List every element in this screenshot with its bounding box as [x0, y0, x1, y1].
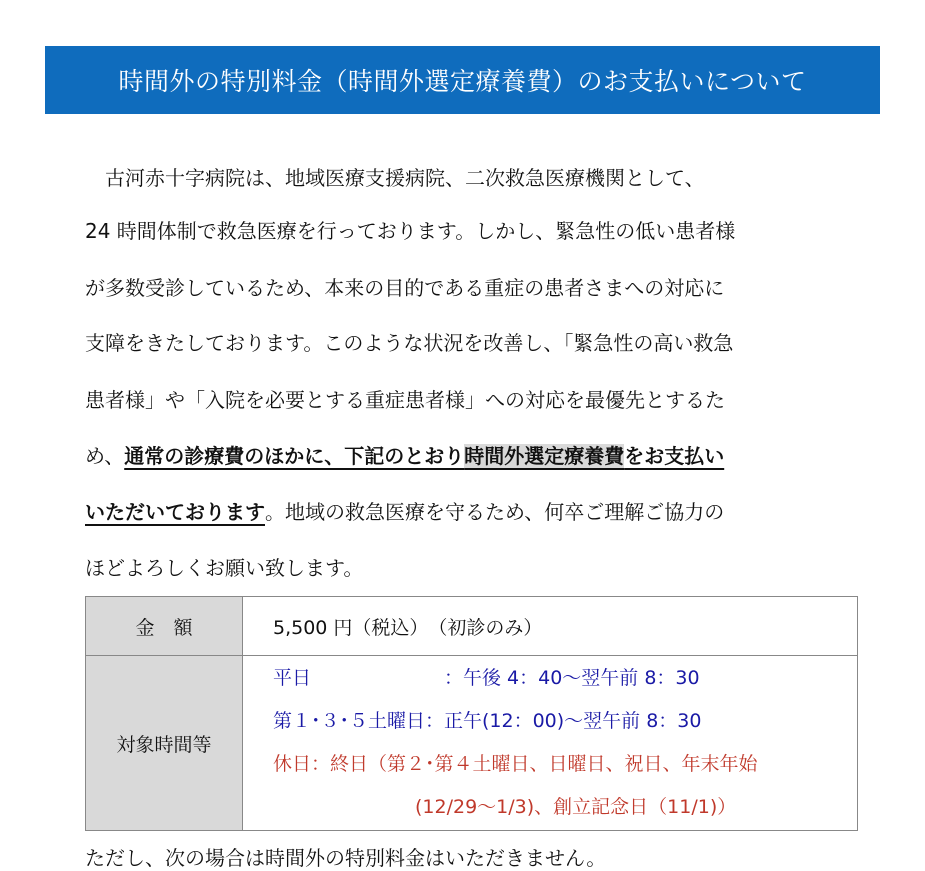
fee-table — [85, 596, 858, 831]
paragraph-line-3: が多数受診しているため、本来の目的である重症の患者さまへの対応に — [85, 276, 725, 300]
saturday-hours: 第１･３･５土曜日：正午(12：00)～翌午前 8：30 — [273, 710, 702, 732]
paragraph-line-6 — [85, 441, 724, 471]
paragraph-line-7 — [85, 497, 724, 527]
paragraph-line-5: 患者様」や「入院を必要とする重症患者様」への対応を最優先とするた — [85, 388, 725, 412]
amount-row — [86, 597, 858, 656]
amount-label: 金 額 — [86, 597, 243, 656]
amount-value: 5,500 円（税込） （初診のみ） — [243, 597, 858, 656]
underlined-notice-2: をお支払い — [624, 444, 725, 468]
weekday-hours: 平日 ：午後 4：40～翌午前 8：30 — [273, 667, 700, 689]
underlined-notice-3: いただいております — [85, 500, 265, 524]
line6-prefix: め、 — [85, 444, 125, 468]
holiday-hours: 休日：終日（第２･第４土曜日、日曜日、祝日、年末年始 — [273, 753, 758, 775]
holiday-hours-cont: (12/29～1/3)、創立記念日（11/1)） — [415, 796, 737, 818]
underlined-notice-1: 通常の診療費のほかに、下記のとおり — [124, 444, 465, 468]
exception-note: ただし、次の場合は時間外の特別料金はいただきません。 — [85, 846, 607, 870]
paragraph-line-4: 支障をきたしております。このような状況を改善し、「緊急性の高い救急 — [85, 331, 734, 355]
highlighted-fee-name: 時間外選定療養費 — [464, 444, 625, 468]
time-values — [243, 656, 858, 831]
paragraph-line-2: 24 時間体制で救急医療を行っております。しかし、緊急性の低い患者様 — [85, 219, 736, 243]
page-title: 時間外の特別料金（時間外選定療養費）のお支払いについて — [45, 46, 880, 114]
paragraph-line-1: 古河赤十字病院は、地域医療支援病院、二次救急医療機関として、 — [105, 166, 705, 190]
time-label: 対象時間等 — [86, 656, 243, 831]
time-row — [86, 656, 858, 831]
paragraph-line-8: ほどよろしくお願い致します。 — [85, 556, 364, 580]
line7-suffix: 。地域の救急医療を守るため、何卒ご理解ご協力の — [265, 500, 725, 524]
